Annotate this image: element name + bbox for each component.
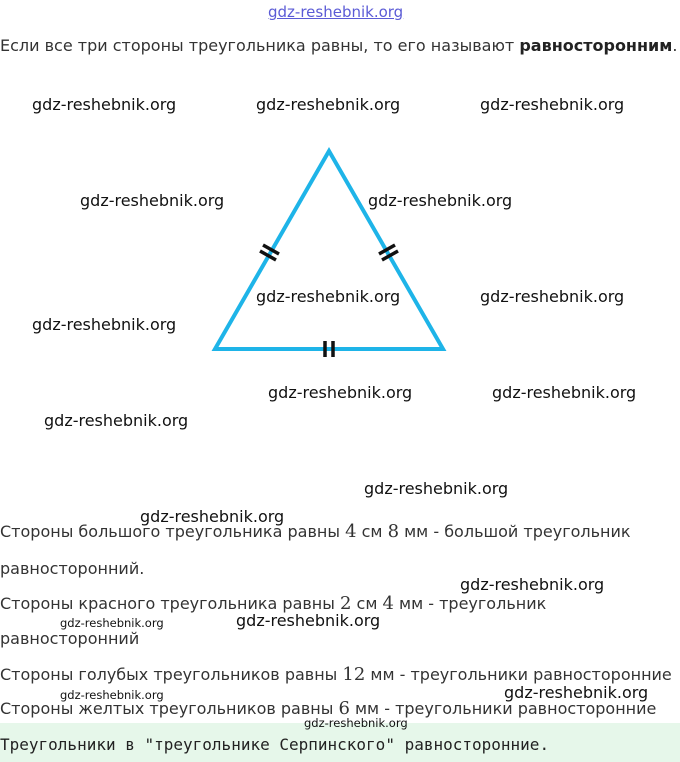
watermark: gdz-reshebnik.org	[256, 287, 401, 306]
fact-line-continuation: равносторонний	[0, 629, 140, 648]
watermark: gdz-reshebnik.org	[364, 479, 509, 498]
watermark: gdz-reshebnik.org	[80, 191, 225, 210]
fact-number: 2	[339, 593, 352, 614]
watermark-small: gdz-reshebnik.org	[60, 616, 164, 630]
fact-text: Стороны желтых треугольников равны	[0, 699, 339, 718]
fact-line-big-triangle	[0, 521, 631, 542]
watermark: gdz-reshebnik.org	[236, 611, 381, 630]
watermark: gdz-reshebnik.org	[368, 191, 513, 210]
watermark-small: gdz-reshebnik.org	[60, 688, 164, 702]
watermark: gdz-reshebnik.org	[44, 411, 189, 430]
fact-text: мм - треугольник	[393, 594, 547, 613]
fact-number: 8	[387, 521, 400, 542]
watermark: gdz-reshebnik.org	[256, 95, 401, 114]
watermark-top: gdz-reshebnik.org	[268, 3, 404, 21]
fact-text: Стороны большого треугольника равны	[0, 522, 346, 541]
fact-number: 6	[338, 698, 350, 719]
watermark: gdz-reshebnik.org	[32, 315, 177, 334]
fact-number: 4	[345, 521, 357, 542]
fact-text: Стороны голубых треугольников равны	[0, 665, 343, 684]
watermark: gdz-reshebnik.org	[460, 575, 605, 594]
fact-number: 4	[382, 593, 394, 614]
fact-unit: см	[356, 522, 388, 541]
conclusion-text: Треугольники в "треугольнике Серпинского" равносторонние.	[0, 735, 550, 754]
watermark: gdz-reshebnik.org	[140, 507, 285, 526]
triangle-shape	[215, 151, 443, 349]
fact-text: мм - треугольники равносторонние	[365, 665, 672, 684]
intro-text: Если все три стороны треугольника равны, то его называют	[0, 36, 520, 55]
watermark: gdz-reshebnik.org	[480, 95, 625, 114]
watermark: gdz-reshebnik.org	[492, 383, 637, 402]
intro-bold-term: равносторонним	[519, 36, 673, 55]
fact-text: Стороны красного треугольника равны	[0, 594, 340, 613]
watermark: gdz-reshebnik.org	[32, 95, 177, 114]
fact-text: мм - большой треугольник	[399, 522, 631, 541]
fact-number: 12	[342, 664, 366, 685]
fact-text: мм - треугольники равносторонние	[349, 699, 657, 718]
watermark: gdz-reshebnik.org	[504, 683, 649, 702]
fact-unit: см	[351, 594, 383, 613]
watermark: gdz-reshebnik.org	[480, 287, 625, 306]
watermark: gdz-reshebnik.org	[268, 383, 413, 402]
fact-line-blue-triangles	[0, 664, 672, 685]
fact-line-continuation: равносторонний.	[0, 559, 145, 578]
watermark-small: gdz-reshebnik.org	[304, 716, 408, 730]
intro-period: .	[672, 36, 678, 55]
